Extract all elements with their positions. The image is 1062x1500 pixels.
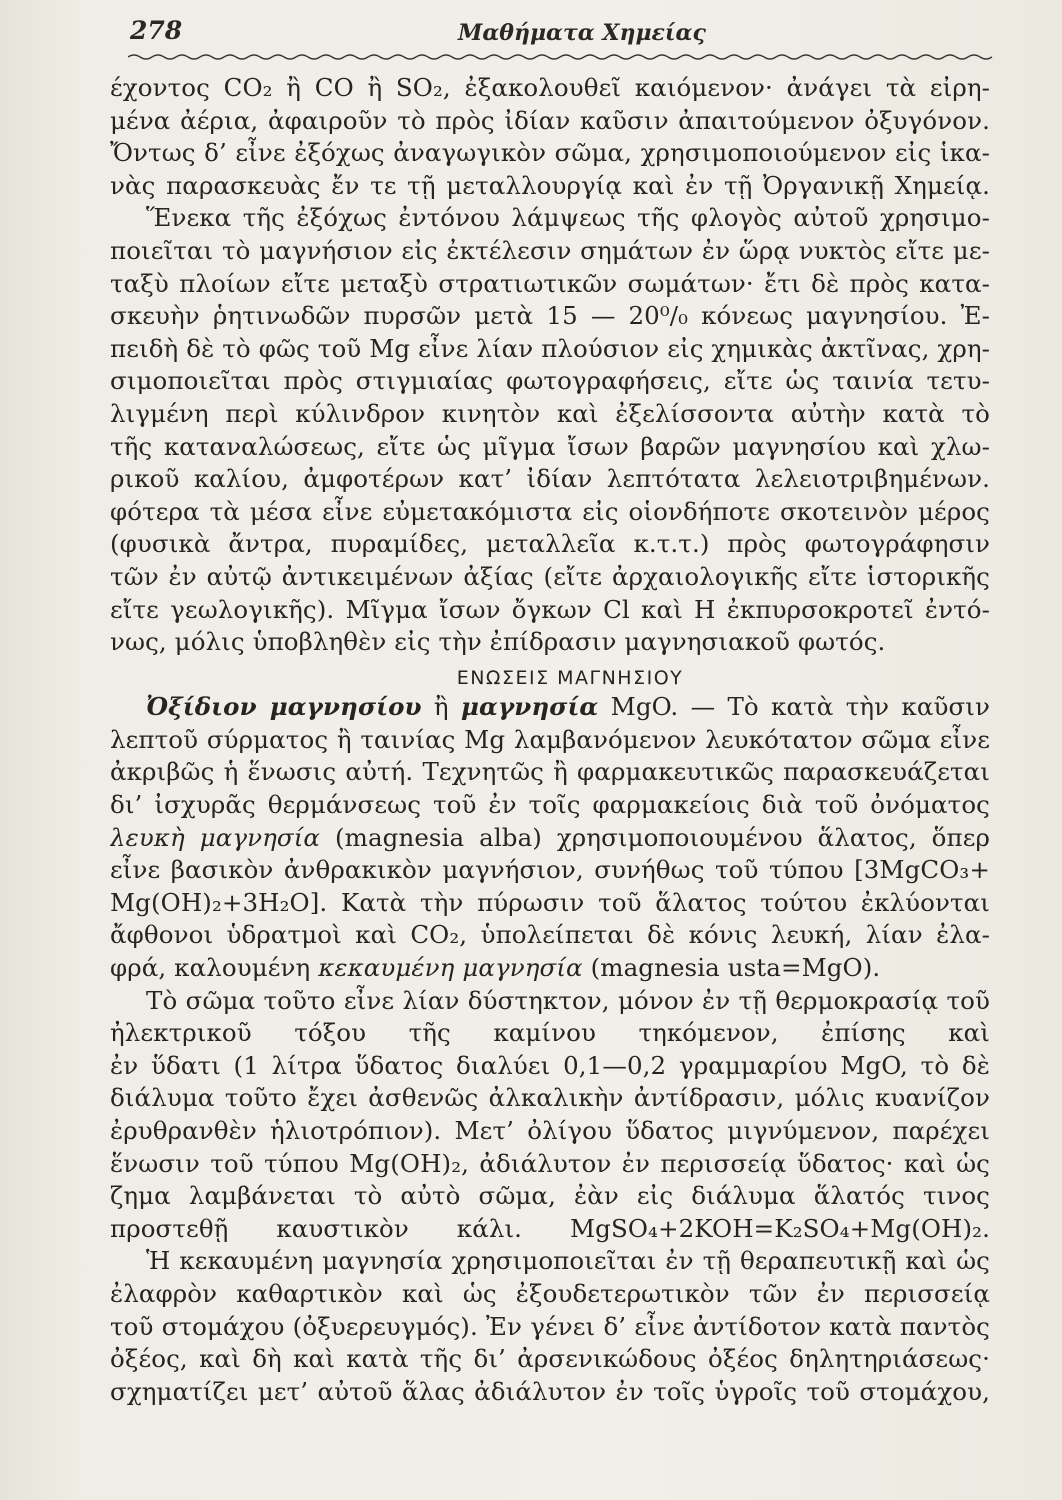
text-line: εἶνε βασικὸν ἀνθρακικὸν μαγνήσιον, συνήθως τοῦ τύπου [3MgCO₃+	[110, 855, 990, 885]
text-line: τῶν ἐν αὐτῷ ἀντικειμένων ἀξίας (εἴτε ἀρχαιολογικῆς εἴτε ἱστορικῆς	[110, 561, 990, 591]
text-line: Ἡ κεκαυμένη μαγνησία χρησιμοποιεῖται ἐν τῇ θεραπευτικῇ καὶ ὡς	[146, 1246, 990, 1276]
text-line: εἴτε γεωλογικῆς). Μῖγμα ἴσων ὄγκων Cl καὶ H ἐκπυρσοκροτεῖ ἐντό-	[110, 594, 990, 624]
text-line: σκευὴν ῥητινωδῶν πυρσῶν μετὰ 15 — 20⁰/₀ κόνεως μαγνησίου. Ἐ-	[110, 301, 990, 331]
text-line: ἐλαφρὸν καθαρτικὸν καὶ ὡς ἐξουδετερωτικὸν τῶν ἐν περισσείᾳ	[110, 1278, 990, 1308]
text-run: MgO. — Τὸ κατὰ τὴν καῦσιν	[598, 692, 990, 722]
text-line: Ἕνεκα τῆς ἐξόχως ἐντόνου λάμψεως τῆς φλογὸς αὐτοῦ χρησιμο-	[146, 203, 990, 233]
term-white-magnesia: λευκὴ μαγνησία	[110, 822, 321, 852]
term-oxide: Ὀξίδιον μαγνησίου	[146, 692, 422, 722]
text-line: ἄφθονοι ὑδρατμοὶ καὶ CO₂, ὑπολείπεται δὲ κόνις λευκή, λίαν ἐλα-	[110, 920, 990, 950]
text-line: (φυσικὰ ἄντρα, πυραμίδες, μεταλλεῖα κ.τ.τ.) πρὸς φωτογράφησιν	[110, 529, 990, 559]
text-line: ἀκριβῶς ἡ ἕνωσις αὐτή. Τεχνητῶς ἢ φαρμακευτικῶς παρασκευάζεται	[110, 757, 990, 787]
text-run: (magnesia usta=MgO).	[582, 953, 881, 983]
text-line: ρικοῦ καλίου, ἀμφοτέρων κατ’ ἰδίαν λεπτότατα λελειοτριβημένων.	[110, 464, 990, 494]
text-line: σιμοποιεῖται πρὸς στιγμιαίας φωτογραφήσεις, εἴτε ὡς ταινία τετυ-	[110, 366, 990, 396]
text-line: μένα ἀέρια, ἀφαιροῦν τὸ πρὸς ἰδίαν καῦσιν ἀπαιτούμενον ὀξυγόνον.	[110, 105, 990, 135]
text-run: (magnesia alba) χρησιμοποιουμένου ἅλατος, ὅπερ	[320, 822, 990, 852]
text-line: ὀξέος, καὶ δὴ καὶ κατὰ τῆς δι’ ἀρσενικώδους ὀξέος δηλητηριάσεως·	[110, 1344, 990, 1374]
text-line: Ὄντως δ’ εἶνε ἐξόχως ἀναγωγικὸν σῶμα, χρησιμοποιούμενον εἰς ἱκα-	[110, 138, 990, 168]
text-run: φρά, καλουμένη	[110, 953, 319, 983]
text-line: νως, μόλις ὑποβληθὲν εἰς τὴν ἐπίδρασιν μαγνησιακοῦ φωτός.	[110, 627, 886, 657]
text-line: ταξὺ πλοίων εἴτε μεταξὺ στρατιωτικῶν σωμάτων· ἔτι δὲ πρὸς κατα-	[110, 268, 990, 298]
text-line: φότερα τὰ μέσα εἶνε εὐμετακόμιστα εἰς οἱονδήποτε σκοτεινὸν μέρος	[110, 496, 990, 526]
text-line	[110, 691, 990, 724]
page-header	[128, 14, 992, 54]
text-line	[110, 952, 990, 985]
text-line: δι’ ἰσχυρᾶς θερμάνσεως τοῦ ἐν τοῖς φαρμακείοις διὰ τοῦ ὀνόματος	[110, 790, 990, 820]
text-line: ἐρυθρανθὲν ἡλιοτρόπιον). Μετ’ ὀλίγου ὕδατος μιγνύμενον, παρέχει	[110, 1116, 990, 1145]
text-line: λιγμένη περὶ κύλινδρον κινητὸν καὶ ἐξελίσσοντα αὐτὴν κατὰ τὸ	[110, 398, 990, 428]
text-line: Τὸ σῶμα τοῦτο εἶνε λίαν δύστηκτον, μόνον ἐν τῇ θερμοκρασίᾳ τοῦ	[146, 985, 990, 1015]
text-line: Mg(OH)₂+3H₂O]. Κατὰ τὴν πύρωσιν τοῦ ἅλατος τούτου ἐκλύονται	[110, 887, 990, 917]
text-line: προστεθῇ καυστικὸν κάλι. MgSO₄+2KOH=K₂SO₄+Mg(OH)₂.	[110, 1213, 990, 1243]
section-heading: ΕΝΩΣΕΙΣ ΜΑΓΝΗΣΙΟΥ	[456, 666, 684, 689]
text-line: πειδὴ δὲ τὸ φῶς τοῦ Mg εἶνε λίαν πλούσιον εἰς χημικὰς ἀκτῖνας, χρη-	[110, 333, 990, 363]
term-burnt-magnesia: κεκαυμένη μαγνησία	[318, 953, 583, 983]
text-line: νὰς παρασκευὰς ἔν τε τῇ μεταλλουργίᾳ καὶ ἐν τῇ Ὀργανικῇ Χημείᾳ.	[110, 170, 990, 200]
running-title: Μαθήματα Χημείας	[458, 20, 706, 46]
text-line: ποιεῖται τὸ μαγνήσιον εἰς ἐκτέλεσιν σημάτων ἐν ὥρᾳ νυκτὸς εἴτε με-	[110, 235, 990, 265]
text-line: ἕνωσιν τοῦ τύπου Mg(OH)₂, ἀδιάλυτον ἐν περισσείᾳ ὕδατος· καὶ ὡς	[110, 1148, 990, 1178]
text-line: ἠλεκτρικοῦ τόξου τῆς καμίνου τηκόμενον, ἐπίσης καὶ	[110, 1018, 990, 1048]
body-text	[110, 72, 990, 1408]
text-line: σχηματίζει μετ’ αὐτοῦ ἅλας ἀδιάλυτον ἐν τοῖς ὑγροῖς τοῦ στομάχου,	[110, 1376, 990, 1406]
page-number: 278	[130, 16, 183, 45]
text-line: διάλυμα τοῦτο ἔχει ἀσθενῶς ἀλκαλικὴν ἀντίδρασιν, μόλις κυανίζον	[110, 1083, 990, 1113]
text-line: έχοντος CO₂ ἢ CO ἢ SO₂, ἐξακολουθεῖ καιόμενον· ἀνάγει τὰ εἰρη-	[110, 73, 990, 102]
text-line: λεπτοῦ σύρματος ἢ ταινίας Mg λαμβανόμενον λευκότατον σῶμα εἶνε	[110, 724, 990, 754]
term-magnesia: μαγνησία	[461, 692, 599, 722]
text-line: τῆς καταναλώσεως, εἴτε ὡς μῖγμα ἴσων βαρῶν μαγνησίου καὶ χλω-	[110, 431, 990, 461]
text-line: ἐν ὕδατι (1 λίτρα ὕδατος διαλύει 0,1—0,2 γραμμαρίου MgO, τὸ δὲ	[110, 1050, 990, 1080]
conjunction: ἢ	[421, 692, 462, 722]
header-wavy-rule	[128, 52, 996, 62]
text-line	[110, 822, 990, 855]
text-line: τοῦ στομάχου (ὀξυερευγμός). Ἐν γένει δ’ εἶνε ἀντίδοτον κατὰ παντὸς	[110, 1311, 990, 1341]
text-line: ζημα λαμβάνεται τὸ αὐτὸ σῶμα, ἐὰν εἰς διάλυμα ἅλατός τινος	[110, 1181, 990, 1211]
